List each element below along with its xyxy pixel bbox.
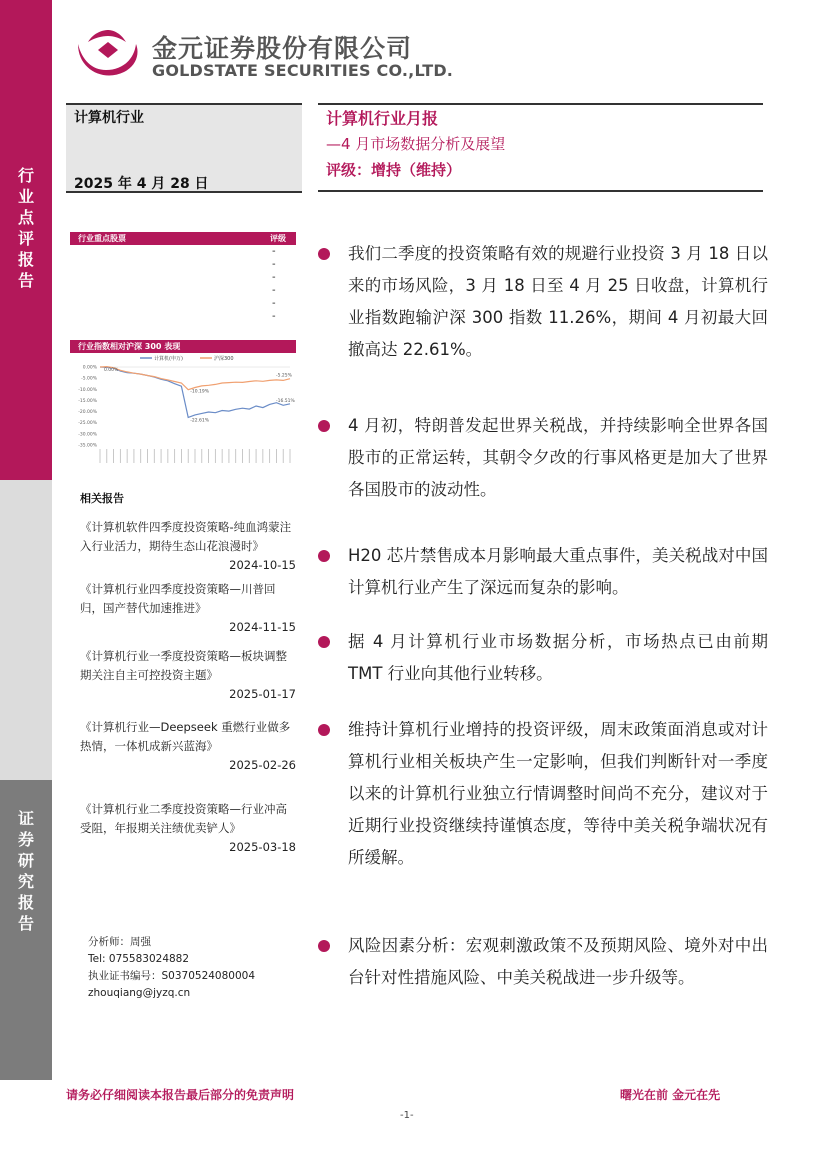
x-tick-mark bbox=[140, 449, 141, 463]
data-label: -22.61% bbox=[190, 418, 210, 424]
analyst-email[interactable]: zhouqiang@jyzq.cn bbox=[88, 987, 191, 999]
x-tick-mark bbox=[106, 449, 107, 463]
bullet-dot-icon bbox=[318, 420, 330, 432]
table-row: - bbox=[272, 246, 276, 257]
summary-bullet: H20 芯片禁售成本月影响最大重点事件，美关税战对中国计算机行业产生了深远而复杂的影响。 bbox=[318, 540, 768, 604]
x-tick-mark bbox=[208, 449, 209, 463]
x-tick-mark bbox=[242, 449, 243, 463]
y-tick-label: -35.00% bbox=[78, 443, 97, 449]
report-rating: 评级：增持（维持） bbox=[326, 161, 462, 179]
x-tick-mark bbox=[113, 449, 114, 463]
y-tick-label: -5.00% bbox=[81, 376, 97, 382]
x-tick-mark bbox=[167, 449, 168, 463]
related-report-title: 《计算机行业一季度投资策略—板块调整期关注自主可控投资主题》 bbox=[80, 649, 287, 682]
related-report-title: 《计算机行业四季度投资策略—川普回归，国产替代加速推进》 bbox=[80, 582, 276, 615]
performance-line-chart bbox=[70, 353, 296, 470]
table-row: - bbox=[272, 272, 276, 283]
related-report-date: 2025-01-17 bbox=[229, 687, 296, 701]
key-stocks-col-rating: 评级 bbox=[270, 234, 286, 243]
analyst-info bbox=[88, 934, 255, 1002]
sidebar-research-label: 证 券 研 究 报 告 bbox=[17, 809, 34, 933]
related-report-date: 2024-11-15 bbox=[229, 620, 296, 634]
x-tick-mark bbox=[276, 449, 277, 463]
header-rule-top bbox=[318, 103, 763, 105]
table-row: - bbox=[272, 298, 276, 309]
list-item bbox=[80, 518, 296, 575]
key-stocks-col-stock: 行业重点股票 bbox=[78, 234, 126, 243]
x-tick-mark bbox=[154, 449, 155, 463]
data-label: -16.51% bbox=[276, 398, 295, 404]
bullet-dot-icon bbox=[318, 248, 330, 260]
y-tick-label: -10.00% bbox=[78, 387, 97, 393]
x-tick-mark bbox=[147, 449, 148, 463]
x-tick-mark bbox=[235, 449, 236, 463]
summary-bullet: 据 4 月计算机行业市场数据分析，市场热点已由前期 TMT 行业向其他行业转移。 bbox=[318, 626, 768, 690]
report-subtitle: —4 月市场数据分析及展望 bbox=[326, 135, 506, 153]
x-tick-mark bbox=[181, 449, 182, 463]
related-report-date: 2024-10-15 bbox=[229, 558, 296, 572]
bullet-dot-icon bbox=[318, 724, 330, 736]
x-tick-mark bbox=[229, 449, 230, 463]
x-tick-mark bbox=[249, 449, 250, 463]
y-tick-label: -25.00% bbox=[78, 421, 97, 427]
related-reports-title: 相关报告 bbox=[80, 492, 124, 505]
bullet-dot-icon bbox=[318, 940, 330, 952]
x-tick-mark bbox=[269, 449, 270, 463]
list-item bbox=[80, 647, 296, 704]
x-tick-mark bbox=[195, 449, 196, 463]
list-item bbox=[80, 580, 296, 637]
x-tick-mark bbox=[188, 449, 189, 463]
x-tick-mark bbox=[161, 449, 162, 463]
brand-name-cn: 金元证券股份有限公司 bbox=[152, 34, 413, 63]
bullet-dot-icon bbox=[318, 636, 330, 648]
list-item bbox=[80, 800, 296, 857]
x-tick-mark bbox=[256, 449, 257, 463]
analyst-name: 分析师：周强 bbox=[88, 936, 151, 948]
legend-label: 沪深300 bbox=[214, 356, 234, 362]
company-logo-icon bbox=[74, 26, 140, 82]
header-rule-bottom bbox=[318, 190, 763, 192]
legend-label: 计算机(申万) bbox=[154, 356, 183, 362]
x-tick-mark bbox=[215, 449, 216, 463]
y-tick-label: -20.00% bbox=[78, 410, 97, 416]
table-row: - bbox=[272, 259, 276, 270]
x-tick-mark bbox=[262, 449, 263, 463]
footer-slogan: 曙光在前 金元在先 bbox=[620, 1088, 721, 1102]
x-tick-mark bbox=[283, 449, 284, 463]
chart-title: 行业指数相对沪深 300 表现 bbox=[70, 340, 296, 353]
x-tick-mark bbox=[120, 449, 121, 463]
x-tick-mark bbox=[100, 449, 101, 463]
x-tick-mark bbox=[174, 449, 175, 463]
analyst-tel: Tel: 07558302488​2 bbox=[88, 953, 190, 965]
report-title: 计算机行业月报 bbox=[326, 109, 439, 128]
related-report-date: 2025-02-26 bbox=[229, 758, 296, 772]
x-tick-mark bbox=[222, 449, 223, 463]
related-report-date: 2025-03-18 bbox=[229, 840, 296, 854]
x-tick-mark bbox=[201, 449, 202, 463]
bullet-dot-icon bbox=[318, 550, 330, 562]
page-number: -1- bbox=[400, 1110, 414, 1121]
table-row: - bbox=[272, 311, 276, 322]
analyst-cert: 执业证书编号：S0370524080004 bbox=[88, 970, 256, 982]
summary-bullet: 4 月初，特朗普发起世界关税战，并持续影响全世界各国股市的正常运转，其朝令夕改的行事风格更是加大了世界各国股市的波动性。 bbox=[318, 410, 768, 506]
list-item bbox=[80, 718, 296, 775]
y-tick-label: 0.00% bbox=[82, 365, 97, 371]
footer-disclaimer: 请务必仔细阅读本报告最后部分的免责声明 bbox=[66, 1088, 295, 1102]
y-tick-label: -30.00% bbox=[78, 432, 97, 438]
related-report-title: 《计算机软件四季度投资策略-纯血鸿蒙注入行业活力，期待生态山花浪漫时》 bbox=[80, 520, 292, 553]
related-report-title: 《计算机行业—Deepseek 重燃行业做多热情，一体机成新兴蓝海》 bbox=[80, 720, 291, 753]
x-tick-mark bbox=[134, 449, 135, 463]
industry-label: 计算机行业 bbox=[74, 110, 144, 126]
x-tick-mark bbox=[290, 449, 291, 463]
key-stocks-header bbox=[70, 232, 296, 245]
y-tick-label: -15.00% bbox=[78, 398, 97, 404]
summary-bullet: 维持计算机行业增持的投资评级，周末政策面消息或对计算机行业相关板块产生一定影响，但我们判断针对一季度以来的计算机行业独立行情调整时间尚不充分，建议对于近期行业投资继续持谨慎态度，等待中美关税争端状况有所缓解。 bbox=[318, 714, 768, 874]
sidebar-report-type-label: 行 业 点 评 报 告 bbox=[17, 166, 34, 290]
summary-bullet: 风险因素分析：宏观刺激政策不及预期风险、境外对中出台针对性措施风险、中美关税战进一步升级等。 bbox=[318, 930, 768, 994]
data-label: -5.25% bbox=[276, 373, 292, 379]
related-report-title: 《计算机行业二季度投资策略—行业冲高受阻，年报期关注绩优卖铲人》 bbox=[80, 802, 287, 835]
brand-name-en: GOLDSTATE SECURITIES CO.,LTD. bbox=[152, 61, 454, 80]
report-date: 2025 年 4 月 28 日 bbox=[74, 176, 209, 192]
sidebar-band-middle bbox=[0, 480, 52, 780]
data-label: -10.19% bbox=[190, 389, 210, 395]
summary-bullet: 我们二季度的投资策略有效的规避行业投资 3 月 18 日以来的市场风险，3 月 18 日至 4 月 25 日收盘，计算机行业指数跑输沪深 300 指数 11.26%，期间 4 月初最大回撤高达 22.61%。 bbox=[318, 238, 768, 366]
table-row: - bbox=[272, 285, 276, 296]
data-label: 0.00% bbox=[104, 368, 119, 373]
x-tick-mark bbox=[127, 449, 128, 463]
series-line bbox=[100, 367, 290, 390]
